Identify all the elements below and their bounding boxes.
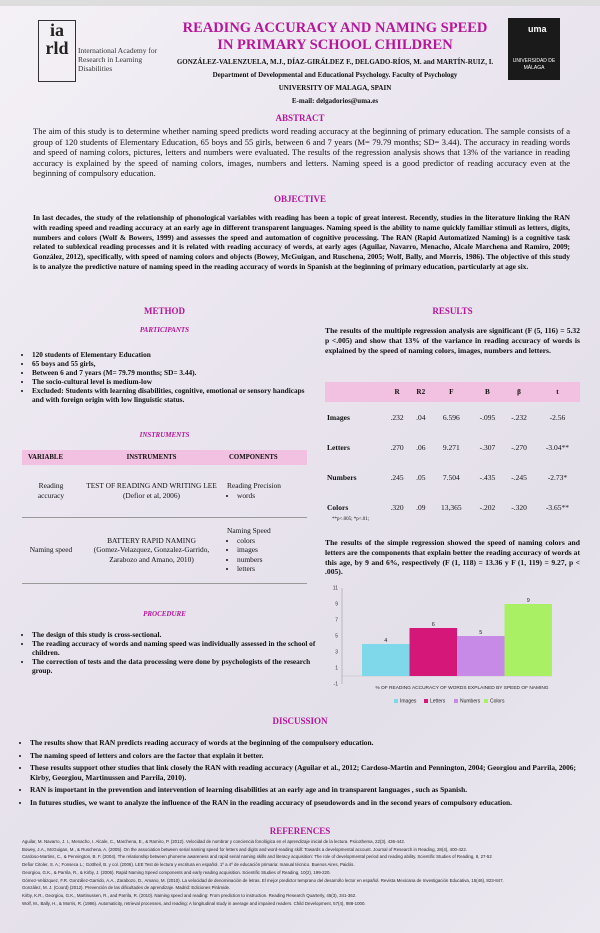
references-heading: REFERENCES: [269, 826, 331, 836]
regression-col: R2: [411, 382, 431, 402]
regression-col: t: [535, 382, 580, 402]
title-line-1: READING ACCURACY AND NAMING SPEED: [182, 20, 488, 36]
regression-col: [325, 382, 383, 402]
cell: .270: [390, 442, 404, 452]
cell: 9.271: [442, 442, 460, 452]
cell: Numbers: [327, 472, 357, 482]
cell: Images: [327, 412, 350, 422]
authors: GONZÁLEZ-VALENZUELA, M.J., DÍAZ-GIRÁLDEZ F., DELGADO-RÍOS, M. and MARTÍN-RUIZ, I.: [176, 58, 494, 66]
components-title: Naming Speed: [227, 526, 271, 536]
cell: -.095: [479, 412, 496, 422]
procedure-item: • The reading accuracy of words and naming speed was individually assessed in the school of children.: [32, 639, 317, 657]
cell: -.232: [511, 412, 527, 422]
cell: -.270: [511, 442, 527, 452]
instruments-col-instruments: INSTRUMENTS: [80, 450, 223, 465]
instrument-citation: (Defior et al, 2006): [122, 490, 181, 500]
components-title: Reading Precision: [227, 481, 281, 491]
legend-swatch: [424, 699, 428, 703]
instruments-header-row: [22, 450, 307, 465]
y-tick-label: -1: [333, 681, 338, 688]
legend-entry: Letters: [430, 698, 446, 705]
discussion-list: [20, 738, 580, 808]
university: UNIVERSITY OF MALAGA, SPAIN: [278, 84, 392, 92]
reference-item: Georgiou, G.K., & Parrila, R., & Kirby, J. (2006). Rapid Naming Speed components and early reading acquisition. Scientific Studies of Reading, 10(2), 199-220.: [22, 869, 331, 875]
component-item: • numbers: [237, 555, 303, 565]
participants-heading: PARTICIPANTS: [139, 326, 190, 334]
legend-entry: Numbers: [460, 698, 481, 705]
data-label: 5: [479, 630, 483, 636]
regression-table: [325, 382, 580, 522]
table-row: [325, 432, 580, 462]
iarld-logo-mark: ia rld: [38, 20, 76, 82]
abstract-text: The aim of this study is to determine whether naming speed predicts word reading accuracy at the beginning of primary education. The sample consists of a group of 120 students of Elementary Education, 65 boys and 55 girls, between 6 and 7 years (M= 79.79 months; SD= 3.44). The accuracy in reading words and speed of naming colors, pictures, letters and numbers were evaluated. The results of the regression analysis shows that 13% of the variance in reading accuracy is explained by the speed of naming colors, images, numbers and letters. Naming speed is a good predictor of reading accuracy even at the beginning of compulsory education.: [33, 126, 570, 178]
uma-logo-name: UNIVERSIDAD DE MÁLAGA: [512, 58, 556, 71]
component-item: • images: [237, 545, 303, 555]
discussion-item: • These results support other studies that link closely the RAN with reading accuracy (Aguilar et al., 2012; Cardoso-Martin and Pennington, 2004; Georgiou and Parrila, 2006; Kirby, Georgiou, Martinussen and Parrila, 2010).: [30, 763, 580, 782]
reference-item: González, M. J. (Coord) (2012). Prevención de las dificultades de aprendizaje. Madrid: Ediciones Pirámide.: [22, 885, 231, 891]
cell: Colors: [327, 502, 349, 512]
participant-item: • 120 students of Elementary Education: [32, 350, 307, 359]
cell: .232: [390, 412, 404, 422]
participant-item: • The socio-cultural level is medium-low: [32, 377, 307, 386]
cell: -.245: [511, 472, 527, 482]
reference-item: Wolf, M., Bally, H., & Morris, R. (1986). Automaticity, retrieval processes, and reading: A longitudinal study in average and impaired readers. Child Development, 57(4), 988-1000.: [22, 900, 366, 906]
cell: -2.56: [549, 412, 566, 422]
data-label: 6: [431, 622, 435, 628]
y-tick-label: 5: [335, 633, 338, 640]
method-heading: METHOD: [143, 306, 185, 316]
legend-swatch: [454, 699, 458, 703]
participant-item: • 65 boys and 55 girls,: [32, 359, 307, 368]
top-strip: [0, 0, 600, 6]
procedure-list: [22, 630, 317, 675]
regression-col: B: [472, 382, 504, 402]
uma-logo-mark: uma: [528, 24, 547, 34]
cell: -3.04**: [545, 442, 569, 452]
results-intro: The results of the multiple regression analysis are significant (F (5, 116) = 5.32 p <.005) and show that 13% of the variance in reading accuracy of words is explained by the speed of naming colors, images, numbers and letters.: [325, 326, 580, 355]
cell: -.202: [479, 502, 496, 512]
components-cell: [223, 517, 307, 583]
discussion-item: • The naming speed of letters and colors are the factor that explain it better.: [30, 751, 580, 761]
legend-entry: Colors: [490, 698, 505, 705]
cell: 6.596: [442, 412, 460, 422]
cell: Letters: [327, 442, 350, 452]
instruments-table: [22, 450, 307, 584]
legend-entry: Images: [400, 698, 417, 705]
table-note: **p<.005; *p<.01;: [332, 517, 370, 522]
bar-images: [362, 644, 410, 676]
participant-item: • Between 6 and 7 years (M= 79.79 months; SD= 3.44).: [32, 368, 307, 377]
instrument-cell: [80, 465, 223, 517]
cell: 13,365: [441, 502, 462, 512]
references-list: [22, 838, 582, 907]
reference-item: Cardoso-Martins, C., & Pennington, B. F. (2004). The relationship between phoneme awareness and rapid serial naming skills and literacy acquisition: The role of developmental period and reading ability. Scientific Studies of Reading, 8, 27-52: [22, 854, 492, 860]
cell: .245: [390, 472, 404, 482]
procedure-heading: PROCEDURE: [143, 610, 186, 618]
cell: -2.73*: [547, 472, 568, 482]
data-label: 4: [384, 638, 388, 644]
participant-item: • Excluded: Students with learning disabilities, cognitive, emotional or sensory handicaps and with foreign origin with low linguistic status.: [32, 386, 307, 404]
abstract-heading: ABSTRACT: [275, 113, 325, 123]
table-row: [325, 402, 580, 432]
legend-swatch: [484, 699, 488, 703]
discussion-item: • The results show that RAN predicts reading accuracy of words at the beginning of the compulsory education.: [30, 738, 580, 748]
instrument-cell: [80, 517, 223, 583]
variable-cell: Reading accuracy: [22, 465, 80, 517]
regression-header-row: [325, 382, 580, 402]
y-tick-label: 7: [335, 617, 338, 624]
department: Department of Developmental and Educational Psychology. Faculty of Psychology: [212, 71, 458, 79]
table-row: [22, 517, 307, 583]
cell: .09: [416, 502, 426, 512]
cell: .06: [416, 442, 426, 452]
y-tick-label: 1: [335, 665, 338, 672]
y-tick-label: 3: [335, 649, 338, 656]
bar-colors: [505, 604, 553, 676]
y-tick-label: 11: [332, 585, 338, 592]
regression-col: β: [503, 382, 535, 402]
reference-item: Defior Citoler, S. A.; Fonseca L.; Gottheil, B. y col. (2006). LEE Test de lectura y escritura en español. 1º a 4º de educación primaria: manual técnico. Buenos Aires, Paidós.: [22, 862, 355, 868]
reference-item: Bowey, J.A., McGuigan, M., & Ruschena, A. (2005). On the association between serial naming speed for letters and digits and word-reading skill: Towards a developmental account. Journal of Research in Reading, 28(4), 400-422.: [22, 846, 467, 852]
components-cell: [223, 465, 307, 517]
cell: -.435: [479, 472, 496, 482]
y-tick-label: 9: [335, 601, 338, 608]
title-line-2: IN PRIMARY SCHOOL CHILDREN: [217, 37, 453, 53]
cell: 7.504: [442, 472, 460, 482]
instrument-citation: (Gomez-Velazquez, Gonzalez-Garrido, Zarabozo and Amano, 2010): [93, 545, 210, 564]
instruments-col-components: COMPONENTS: [223, 450, 307, 465]
discussion-item: • In futures studies, we want to analyze the influence of the RAN in the reading accuracy of pseudowords and in the second years of compulsory education.: [30, 798, 580, 808]
discussion-item: • RAN is important in the prevention and intervention of learning disabilities at an early age and in transparent languages , such as Spanish.: [30, 785, 580, 795]
cell: -3.65**: [545, 502, 569, 512]
chart-xlabel: % OF READING ACCURACY OF WORDS EXPLAINED BY SPEED OF NAMING: [375, 686, 549, 691]
reference-item: Kirby, K.R., Georgiou, G.K., Martinussen, R., and Parrila, R. (2010). Naming speed and reading: From prediction to instruction. Reading Research Quarterly, 45(3), 341-362.: [22, 892, 357, 898]
table-row: [22, 465, 307, 517]
component-item: • colors: [237, 536, 303, 546]
instrument-name: BATTERY RAPID NAMING: [107, 535, 196, 545]
cell: .05: [416, 472, 426, 482]
instrument-name: TEST OF READING AND WRITING LEE: [86, 481, 217, 491]
instruments-heading: INSTRUMENTS: [139, 431, 190, 439]
component-item: • words: [237, 491, 303, 501]
regression-col: F: [431, 382, 472, 402]
reference-item: Aguilar, M. Navarro, J. I., Menacho, I. Alcale, C., Marchena, E., & Ramiro, P. (2012). Velocidad de nombrar y conciencia fonológica en el aprendizaje inicial de la lectura. Psicothema, 22(3), 436-442.: [22, 839, 406, 844]
iarld-logo-text: International Academy for Research in Learning Disabilities: [78, 46, 158, 73]
cell: -.320: [511, 502, 527, 512]
regression-col: R: [383, 382, 410, 402]
authors-block: [150, 56, 520, 108]
instruments-col-variable: VARIABLE: [22, 450, 80, 465]
cell: -.307: [479, 442, 496, 452]
participants-list: [22, 350, 307, 404]
bar-letters: [410, 628, 458, 676]
objective-text: In last decades, the study of the relationship of phonological variables with reading has been a topic of great interest. Recently, studies in the literature linking the RAN with reading speed and reading accuracy at an early age in different transparent languages. Naming speed is the ability to name quickly familiar stimuli as letters, digits, numbers and colors (Wolf & Bowers, 1999) and assesses the speed and automation of cognitive processing. The RAN (Rapid Automatized Naming) is a cognitive task related to sublexical reading processes and it is related with reading accuracy of words, at early ages (Aguilar, Navarro, Menacho, Alcale Marchena and Ramiro, 2009; González, 2012), specifically, with speed of naming colors and objects (Bowey, McGuigan, and Ruschena, 2005; Wolf, Bally, and Morris, 1986). The objective of this study is to analyze the predictive nature of naming speed in the reading accuracy of words in Spanish at the beginning of primary education, particularly at age six.: [33, 213, 570, 271]
email: E-mail: delgadorios@uma.es: [291, 97, 379, 105]
poster-title: [170, 20, 500, 54]
cell: .04: [416, 412, 426, 422]
data-label: 9: [526, 598, 530, 604]
results-heading: RESULTS: [432, 306, 473, 316]
procedure-item: • The design of this study is cross-sectional.: [32, 630, 317, 639]
variable-cell: Naming speed: [22, 517, 80, 583]
table-row: [325, 462, 580, 492]
component-item: • letters: [237, 564, 303, 574]
legend-swatch: [394, 699, 398, 703]
reference-item: Gómez-Velázquez, F.R. González-Garrido, A.A., Zarabozo, D., Amano, M. (2010). La velocidad de denominación de letras. El mejor predictor temprano del desarrollo lector en español. Revista Mexicana de Investigación Educativa, 15(46), 823-847.: [22, 877, 504, 883]
bar-chart: [322, 580, 562, 710]
discussion-heading: DISCUSSION: [272, 716, 328, 726]
simple-regression-text: The results of the simple regression showed the speed of naming colors and letters are the components that explain better the reading accuracy of words at this age, by 9 and 6%, respectively (F (1, 118) = 13.36 y F (1, 119) = 9.27, p < .005).: [325, 538, 580, 577]
cell: .320: [390, 502, 404, 512]
objective-heading: OBJECTIVE: [273, 194, 326, 204]
procedure-item: • The correction of tests and the data processing were done by psychologists of the research group.: [32, 657, 317, 675]
bar-numbers: [457, 636, 505, 676]
